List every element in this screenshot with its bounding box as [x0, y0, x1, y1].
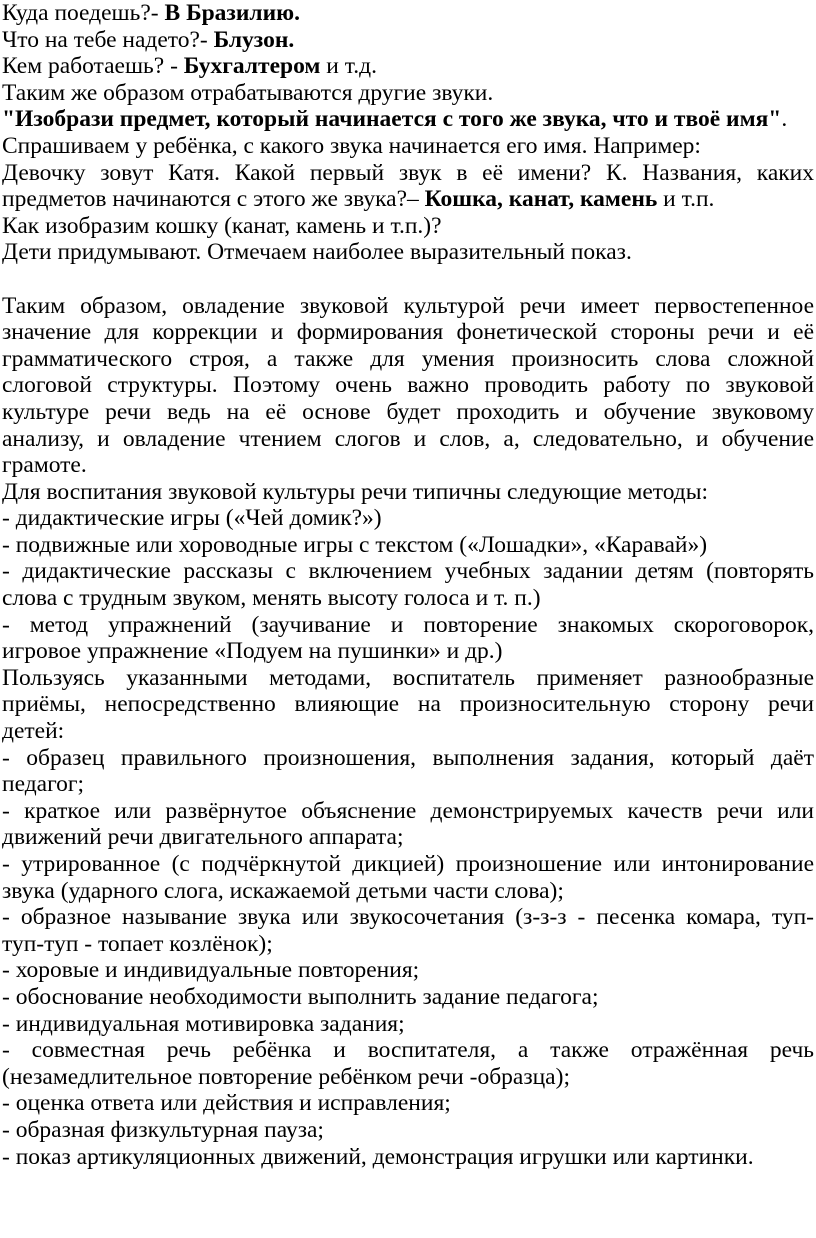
techniques-intro: Пользуясь указанными методами, воспитатель применяет разнообразные — [2, 664, 814, 691]
list-item: - хоровые и индивидуальные повторения; — [2, 957, 420, 984]
list-item-continued: туп-туп - топает козлёнок); — [2, 930, 273, 957]
list-item: - подвижные или хороводные игры с текстом («Лошадки», «Каравай») — [2, 531, 708, 558]
dialog-line-1 — [2, 0, 814, 27]
game-title-line — [2, 106, 814, 133]
list-item: - образное называние звука или звукосочетания (з-з-з - песенка комара, туп- — [2, 904, 814, 931]
list-item-continued: педагог; — [2, 771, 85, 798]
text-line: Дети придумывают. Отмечаем наиболее выразительный показ. — [2, 239, 632, 266]
list-item: - краткое или развёрнутое объяснение демонстрируемых качеств речи или — [2, 797, 814, 824]
paragraph-line: культуре речи ведь на её основе будет проходить и обучение звуковому — [2, 398, 814, 425]
answer-text: Бухгалтером — [183, 53, 321, 80]
paragraph-line: грамоте. — [2, 452, 87, 479]
text-line: Как изобразим кошку (канат, камень и т.п.)? — [2, 212, 442, 239]
answer-text: Блузон. — [213, 26, 295, 53]
game-title: "Изобрази предмет, который начинается с того же звука, что и твоё имя" — [2, 106, 782, 133]
text-line: Таким же образом отрабатываются другие звуки. — [2, 79, 494, 106]
list-item: - обоснование необходимости выполнить задание педагога; — [2, 983, 599, 1010]
question-text: Куда поедешь?- — [2, 0, 165, 26]
list-item-continued: движений речи двигательного аппарата; — [2, 824, 404, 851]
list-item: - оценка ответа или действия и исправления; — [2, 1090, 451, 1117]
paragraph-line: анализу, и овладение чтением слогов и слов, а, следовательно, и обучение — [2, 425, 814, 452]
paragraph-line: значение для коррекции и формирования фонетической стороны речи и её — [2, 319, 814, 346]
examples-line — [2, 186, 814, 213]
list-item: - дидактические игры («Чей домик?») — [2, 505, 382, 532]
list-item: - метод упражнений (заучивание и повторение знакомых скороговорок, — [2, 611, 814, 638]
text-line: Спрашиваем у ребёнка, с какого звука начинается его имя. Например: — [2, 132, 701, 159]
list-item: - утрированное (с подчёркнутой дикцией) произношение или интонирование — [2, 851, 814, 877]
question-text: предметов начинаются с этого же звука?– — [2, 186, 425, 213]
techniques-intro: приёмы, непосредственно влияющие на произносительную сторону речи — [2, 691, 814, 718]
techniques-intro: детей: — [2, 718, 65, 745]
list-item-continued: (незамедлительное повторение ребёнком речи -образца); — [2, 1063, 570, 1090]
methods-intro: Для воспитания звуковой культуры речи типичны следующие методы: — [2, 478, 709, 505]
list-item: - дидактические рассказы с включением учебных задании детям (повторять — [2, 558, 814, 585]
list-item-continued: игровое упражнение «Подуем на пушинки» и др.) — [2, 638, 503, 665]
list-item: - образная физкультурная пауза; — [2, 1116, 324, 1143]
paragraph-line: Таким образом, овладение звуковой культурой речи имеет первостепенное — [2, 292, 814, 319]
question-text: Что на тебе надето?- — [2, 26, 214, 53]
paragraph-line: грамматического строя, а также для умения произносить слова сложной — [2, 345, 814, 372]
dialog-line-3 — [2, 53, 814, 80]
list-item-continued: слова с трудным звуком, менять высоту голоса и т. п.) — [2, 585, 541, 612]
answer-text: В Бразилию. — [164, 0, 300, 26]
dialog-line-2 — [2, 27, 814, 54]
list-item: - показ артикуляционных движений, демонстрация игрушки или картинки. — [2, 1143, 754, 1170]
answer-text: Кошка, канат, камень — [424, 186, 658, 213]
list-item: - образец правильного произношения, выполнения задания, который даёт — [2, 744, 814, 771]
etc-text: и т.п. — [657, 186, 715, 213]
punctuation: . — [781, 106, 788, 133]
paragraph-gap — [2, 266, 814, 293]
text-line: Девочку зовут Катя. Какой первый звук в её имени? К. Названия, каких — [2, 159, 814, 186]
etc-text: и т.д. — [320, 53, 377, 80]
question-text: Кем работаешь? - — [2, 53, 184, 80]
list-item: - индивидуальная мотивировка задания; — [2, 1010, 405, 1037]
list-item-continued: звука (ударного слога, искажаемой детьми части слова); — [2, 877, 564, 904]
paragraph-line: слоговой структуры. Поэтому очень важно проводить работу по звуковой — [2, 372, 814, 399]
list-item: - совместная речь ребёнка и воспитателя, а также отражённая речь — [2, 1037, 814, 1064]
